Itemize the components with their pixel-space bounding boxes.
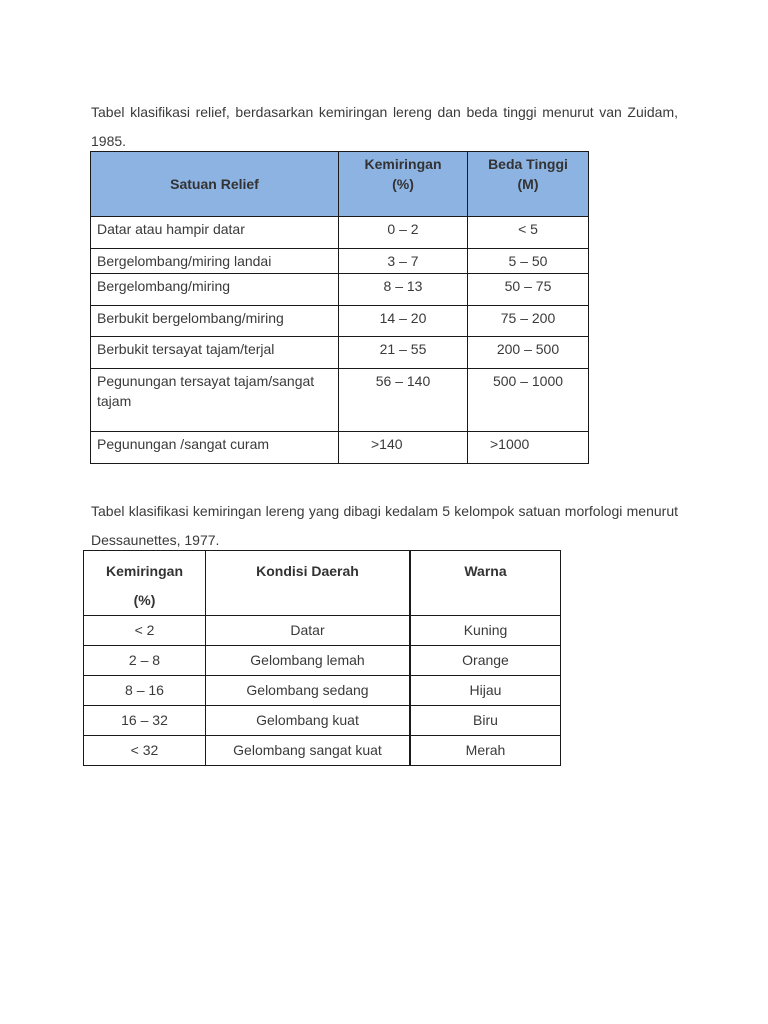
cell-kemiringan: 3 – 7 xyxy=(339,249,468,274)
cell-kemiringan: >140 xyxy=(339,432,468,464)
cell-satuan-relief: Berbukit tersayat tajam/terjal xyxy=(91,337,339,369)
table-row xyxy=(91,217,589,249)
cell-satuan-relief: Pegunungan /sangat curam xyxy=(91,432,339,464)
table-row xyxy=(91,369,589,432)
cell-kemiringan: 8 – 16 xyxy=(84,676,206,706)
cell-kemiringan: < 32 xyxy=(84,736,206,766)
cell-beda-tinggi: >1000 xyxy=(468,432,589,464)
table-row xyxy=(91,306,589,337)
cell-kondisi-daerah: Gelombang lemah xyxy=(206,646,411,676)
table-row xyxy=(91,274,589,306)
table-row xyxy=(84,736,561,766)
table-row xyxy=(91,432,589,464)
cell-kemiringan: 21 – 55 xyxy=(339,337,468,369)
cell-beda-tinggi: 500 – 1000 xyxy=(468,369,589,432)
cell-warna: Kuning xyxy=(410,616,561,646)
header-kemiringan xyxy=(84,551,206,616)
table-header-row xyxy=(84,551,561,616)
cell-warna: Orange xyxy=(410,646,561,676)
cell-beda-tinggi: 200 – 500 xyxy=(468,337,589,369)
cell-kemiringan: 16 – 32 xyxy=(84,706,206,736)
cell-warna: Merah xyxy=(410,736,561,766)
cell-kemiringan: 14 – 20 xyxy=(339,306,468,337)
cell-kemiringan: 56 – 140 xyxy=(339,369,468,432)
table-row xyxy=(84,646,561,676)
cell-beda-tinggi: 50 – 75 xyxy=(468,274,589,306)
cell-satuan-relief: Datar atau hampir datar xyxy=(91,217,339,249)
cell-kondisi-daerah: Gelombang sangat kuat xyxy=(206,736,411,766)
header-satuan-relief: Satuan Relief xyxy=(91,152,339,217)
table-row xyxy=(84,616,561,646)
cell-beda-tinggi: < 5 xyxy=(468,217,589,249)
header-kemiringan xyxy=(339,152,468,217)
intro-paragraph-van-zuidam: Tabel klasifikasi relief, berdasarkan kemiringan lereng dan beda tinggi menurut van Zuidam, 1985. xyxy=(91,104,678,149)
cell-satuan-relief: Bergelombang/miring landai xyxy=(91,249,339,274)
cell-kemiringan: 0 – 2 xyxy=(339,217,468,249)
cell-kemiringan: < 2 xyxy=(84,616,206,646)
intro-paragraph-dessaunettes: Tabel klasifikasi kemiringan lereng yang dibagi kedalam 5 kelompok satuan morfologi menurut Dessaunettes, 1977. xyxy=(91,503,678,548)
header-beda-tinggi-label: Beda Tinggi (M) xyxy=(488,156,568,192)
header-kemiringan-label: Kemiringan (%) xyxy=(105,563,183,608)
cell-kondisi-daerah: Gelombang kuat xyxy=(206,706,411,736)
relief-classification-table xyxy=(90,151,589,464)
slope-classification-table xyxy=(83,550,561,766)
cell-beda-tinggi: 5 – 50 xyxy=(468,249,589,274)
cell-kondisi-daerah: Gelombang sedang xyxy=(206,676,411,706)
header-kondisi-daerah: Kondisi Daerah xyxy=(206,551,411,616)
cell-kemiringan: 2 – 8 xyxy=(84,646,206,676)
cell-kondisi-daerah: Datar xyxy=(206,616,411,646)
header-warna: Warna xyxy=(410,551,561,616)
cell-warna: Biru xyxy=(410,706,561,736)
table-row xyxy=(91,249,589,274)
cell-satuan-relief: Pegunungan tersayat tajam/sangat tajam xyxy=(91,369,339,432)
table-row xyxy=(91,337,589,369)
cell-warna: Hijau xyxy=(410,676,561,706)
table-row xyxy=(84,706,561,736)
cell-satuan-relief: Berbukit bergelombang/miring xyxy=(91,306,339,337)
header-beda-tinggi xyxy=(468,152,589,217)
table-header-row xyxy=(91,152,589,217)
table-row xyxy=(84,676,561,706)
cell-satuan-relief: Bergelombang/miring xyxy=(91,274,339,306)
cell-beda-tinggi: 75 – 200 xyxy=(468,306,589,337)
cell-kemiringan: 8 – 13 xyxy=(339,274,468,306)
header-kemiringan-label: Kemiringan (%) xyxy=(364,156,442,192)
